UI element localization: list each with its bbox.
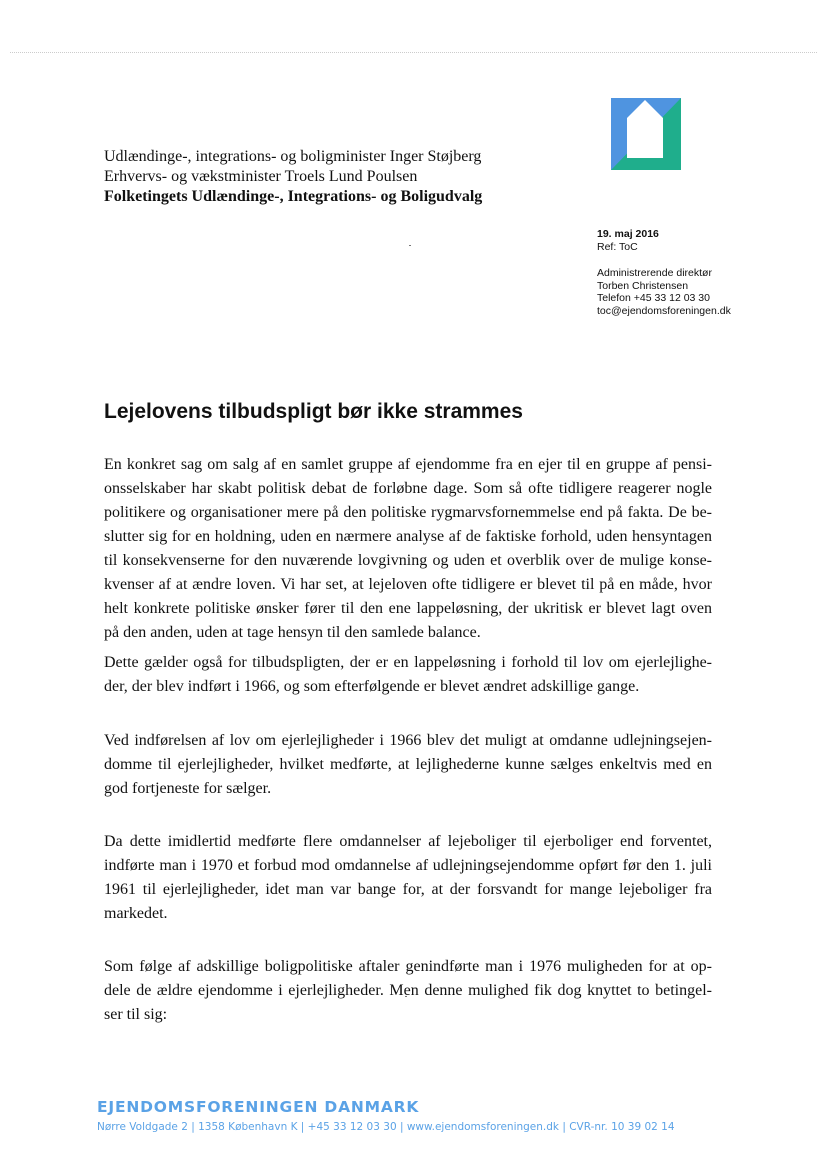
page-edge-divider xyxy=(10,52,817,53)
ejendomsforeningen-logo xyxy=(611,98,681,170)
body-paragraph xyxy=(104,651,712,699)
paragraph-line: slutter sig for en holdning, uden en nærmere analyse af de faktiske forhold, uden hensyntagen xyxy=(104,528,712,545)
recipient-block xyxy=(104,147,482,207)
recipient-line: Folketingets Udlændinge-, Integrations- og Boligudvalg xyxy=(104,188,483,205)
paragraph-line: indførte man i 1970 et forbud mod omdannelse af udlejningsejendomme opført før den 1. juli xyxy=(104,857,712,874)
letter-meta xyxy=(597,228,731,317)
paragraph-line: dele de ældre ejendomme i ejerlejligheder. Men denne mulighed fik dog knyttet to betingel- xyxy=(104,982,712,999)
sender-phone: Telefon +45 33 12 03 30 xyxy=(597,292,710,304)
recipient-line: Udlændinge-, integrations- og boligminister Inger Støjberg xyxy=(104,148,482,165)
paragraph-line: domme til ejerlejligheder, hvilket medførte, at lejlighederne kunne sælges enkeltvis med en xyxy=(104,756,712,773)
paragraph-line: til konsekvenserne for den nuværende lovgivning og uden et overblik over de mulige konse- xyxy=(104,552,712,569)
sender-name: Torben Christensen xyxy=(597,279,689,292)
body-paragraph xyxy=(104,955,712,1027)
body-paragraph xyxy=(104,830,712,926)
sender-email: toc@ejendomsforeningen.dk xyxy=(597,304,731,317)
sender-title: Administrerende direktør xyxy=(597,267,712,279)
paragraph-line: ser til sig: xyxy=(104,1006,168,1023)
body-paragraph xyxy=(104,729,712,801)
footer-organization: EJENDOMSFORENINGEN DANMARK xyxy=(97,1098,420,1116)
paragraph-line: Som følge af adskillige boligpolitiske aftaler genindførte man i 1976 muligheden for at op- xyxy=(104,958,712,975)
paragraph-line: Da dette imidlertid medførte flere omdannelser af lejeboliger til ejerboliger end forventet, xyxy=(104,833,712,850)
paragraph-line: onsselskaber har skabt politisk debat de forløbne dage. Som så ofte tidligere reagerer nogle xyxy=(104,480,712,497)
paragraph-line: god fortjeneste for sælger. xyxy=(104,780,272,797)
paragraph-line: En konkret sag om salg af en samlet gruppe af ejendomme fra en ejer til en gruppe af pensi- xyxy=(104,456,712,473)
paragraph-line: 1961 til ejerlejligheder, idet man var bange for, at der forsvandt for mange lejeboliger fra xyxy=(104,881,712,898)
paragraph-line: Ved indførelsen af lov om ejerlejligheder i 1966 blev det muligt at omdanne udlejningsejen- xyxy=(104,732,712,749)
letter-ref: Ref: ToC xyxy=(597,240,638,253)
letter-heading: Lejelovens tilbudspligt bør ikke strammes xyxy=(104,400,523,423)
paragraph-line: politikere og organisationer mere på den politiske rygmarvsfornemmelse end på fakta. De be- xyxy=(104,504,712,521)
recipient-line: Erhvervs- og vækstminister Troels Lund Poulsen xyxy=(104,168,418,185)
footer-contact: Nørre Voldgade 2 | 1358 København K | +45 33 12 03 30 | www.ejendomsforeningen.dk | CVR-nr. 10 39 02 14 xyxy=(97,1121,675,1133)
paragraph-line: der, der blev indført i 1966, og som efterfølgende er blevet ændret adskillige gange. xyxy=(104,678,640,695)
letter-date: 19. maj 2016 xyxy=(597,228,659,240)
paragraph-line: markedet. xyxy=(104,905,168,922)
paragraph-line: på den anden, uden at tage hensyn til den samlede balance. xyxy=(104,624,481,641)
body-paragraph xyxy=(104,453,712,645)
paragraph-line: kvenser af at ændre loven. Vi har set, at lejeloven ofte tidligere er blevet til på en måde, hvor xyxy=(104,576,712,593)
paragraph-line: helt konkrete politiske ønsker fører til den ene lappeløsning, der ukritisk er blevet lagt oven xyxy=(104,600,712,617)
paragraph-line: Dette gælder også for tilbudspligten, der er en lappeløsning i forhold til lov om ejerlejlighe- xyxy=(104,654,712,671)
